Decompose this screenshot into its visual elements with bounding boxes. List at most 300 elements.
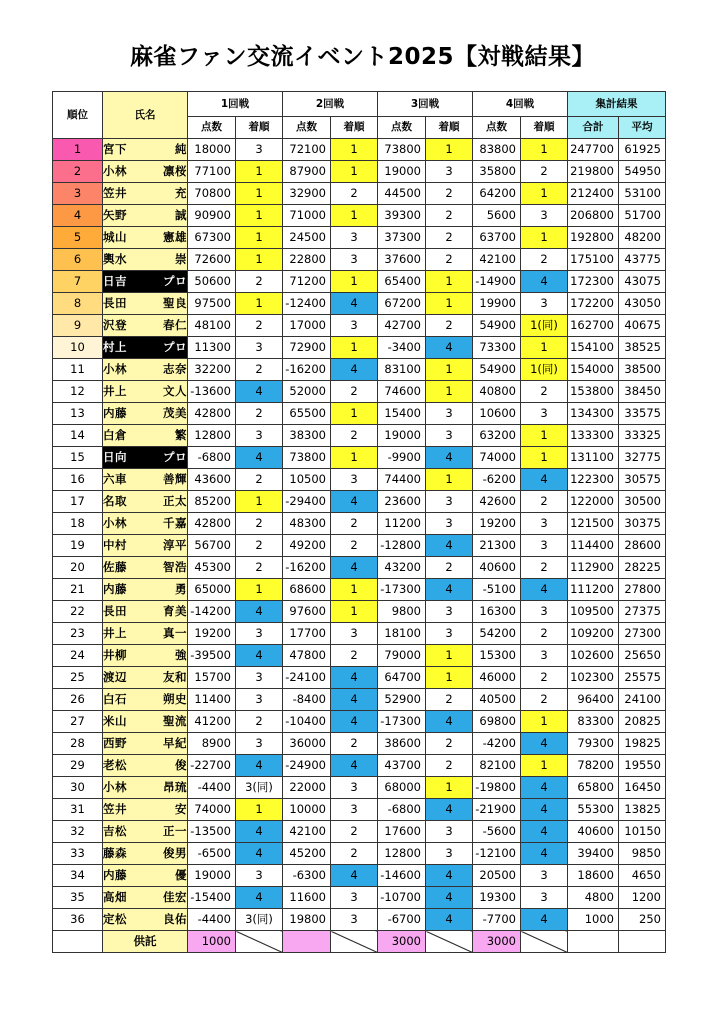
round-place: 1 bbox=[521, 227, 568, 249]
total-cell: 131100 bbox=[568, 447, 619, 469]
rank-cell: 11 bbox=[53, 359, 103, 381]
round-score: -6500 bbox=[188, 843, 236, 865]
round-score: -12800 bbox=[378, 535, 426, 557]
player-name bbox=[103, 623, 188, 645]
round-score: 42800 bbox=[188, 513, 236, 535]
round-score: 83100 bbox=[378, 359, 426, 381]
slash-cell bbox=[426, 931, 473, 953]
round-place: 3(同) bbox=[236, 777, 283, 799]
kyotaku-value: 3000 bbox=[473, 931, 521, 953]
round-score: -22700 bbox=[188, 755, 236, 777]
round-place: 1 bbox=[331, 161, 378, 183]
round-4-header: 4回戦 bbox=[473, 92, 568, 117]
round-place: 2 bbox=[426, 205, 473, 227]
player-name bbox=[103, 887, 188, 909]
round-place: 1 bbox=[426, 777, 473, 799]
table-row bbox=[53, 535, 666, 557]
rank-cell: 27 bbox=[53, 711, 103, 733]
round-place: 1 bbox=[426, 645, 473, 667]
player-name bbox=[103, 315, 188, 337]
round-score: 48100 bbox=[188, 315, 236, 337]
round-score: -4200 bbox=[473, 733, 521, 755]
avg-cell: 30500 bbox=[619, 491, 666, 513]
round-place: 2 bbox=[331, 513, 378, 535]
rank-cell: 19 bbox=[53, 535, 103, 557]
round-score: 68000 bbox=[378, 777, 426, 799]
round-place: 3 bbox=[426, 425, 473, 447]
given-name: 育美 bbox=[163, 604, 187, 618]
given-name: 茂美 bbox=[163, 406, 187, 420]
total-cell: 192800 bbox=[568, 227, 619, 249]
round-score: 40600 bbox=[473, 557, 521, 579]
round-score: 42700 bbox=[378, 315, 426, 337]
round-score: -24900 bbox=[283, 755, 331, 777]
round-score: -16200 bbox=[283, 557, 331, 579]
round-place: 4 bbox=[236, 843, 283, 865]
avg-cell: 19825 bbox=[619, 733, 666, 755]
round-place: 3 bbox=[236, 337, 283, 359]
player-name bbox=[103, 909, 188, 931]
round-score: 73300 bbox=[473, 337, 521, 359]
player-name bbox=[103, 689, 188, 711]
given-name: 充 bbox=[175, 186, 187, 200]
rank-cell: 12 bbox=[53, 381, 103, 403]
round-place: 3 bbox=[521, 645, 568, 667]
round-place: 3 bbox=[521, 535, 568, 557]
round-place: 2 bbox=[521, 557, 568, 579]
round-place: 2 bbox=[426, 249, 473, 271]
total-cell: 153800 bbox=[568, 381, 619, 403]
round-place: 2 bbox=[521, 689, 568, 711]
round-place: 1 bbox=[426, 381, 473, 403]
avg-cell: 40675 bbox=[619, 315, 666, 337]
avg-cell: 16450 bbox=[619, 777, 666, 799]
place-header: 着順 bbox=[331, 117, 378, 139]
surname: 西野 bbox=[103, 736, 127, 750]
surname: 井柳 bbox=[103, 648, 127, 662]
rank-header: 順位 bbox=[53, 92, 103, 139]
player-name bbox=[103, 601, 188, 623]
round-score: 65500 bbox=[283, 403, 331, 425]
round-place: 4 bbox=[521, 799, 568, 821]
avg-cell: 4650 bbox=[619, 865, 666, 887]
avg-cell: 13825 bbox=[619, 799, 666, 821]
round-place: 3 bbox=[236, 667, 283, 689]
surname: 小林 bbox=[103, 362, 127, 376]
rank-cell: 21 bbox=[53, 579, 103, 601]
given-name: 春仁 bbox=[163, 318, 187, 332]
round-score: 72900 bbox=[283, 337, 331, 359]
round-place: 1 bbox=[521, 337, 568, 359]
round-place: 1 bbox=[521, 447, 568, 469]
round-place: 1 bbox=[236, 183, 283, 205]
round-score: 15400 bbox=[378, 403, 426, 425]
surname: 井上 bbox=[103, 626, 127, 640]
round-place: 4 bbox=[236, 887, 283, 909]
round-score: 72600 bbox=[188, 249, 236, 271]
round-score: 69800 bbox=[473, 711, 521, 733]
round-score: 16300 bbox=[473, 601, 521, 623]
player-name bbox=[103, 337, 188, 359]
round-place: 1 bbox=[426, 469, 473, 491]
total-cell: 65800 bbox=[568, 777, 619, 799]
player-name bbox=[103, 535, 188, 557]
rank-cell: 20 bbox=[53, 557, 103, 579]
round-place: 2 bbox=[426, 227, 473, 249]
round-score: 74000 bbox=[188, 799, 236, 821]
given-name: 繁 bbox=[175, 428, 187, 442]
total-cell: 111200 bbox=[568, 579, 619, 601]
player-name bbox=[103, 645, 188, 667]
player-name bbox=[103, 447, 188, 469]
round-place: 1 bbox=[331, 337, 378, 359]
round-place: 2 bbox=[521, 623, 568, 645]
surname: 米山 bbox=[103, 714, 127, 728]
slash-cell bbox=[331, 931, 378, 953]
given-name: 聖良 bbox=[163, 296, 187, 310]
round-score: 35800 bbox=[473, 161, 521, 183]
round-score: 74400 bbox=[378, 469, 426, 491]
total-cell: 55300 bbox=[568, 799, 619, 821]
round-score: 38600 bbox=[378, 733, 426, 755]
avg-cell: 27800 bbox=[619, 579, 666, 601]
round-place: 3 bbox=[521, 865, 568, 887]
kyotaku-label: 供託 bbox=[103, 931, 188, 953]
surname: 城山 bbox=[103, 230, 127, 244]
round-3-header: 3回戦 bbox=[378, 92, 473, 117]
score-header: 点数 bbox=[473, 117, 521, 139]
table-row bbox=[53, 865, 666, 887]
player-name bbox=[103, 381, 188, 403]
round-score: 46000 bbox=[473, 667, 521, 689]
rank-cell: 33 bbox=[53, 843, 103, 865]
round-score: -6200 bbox=[473, 469, 521, 491]
table-row bbox=[53, 359, 666, 381]
round-place: 2 bbox=[521, 161, 568, 183]
round-place: 3 bbox=[236, 425, 283, 447]
round-score: 43700 bbox=[378, 755, 426, 777]
given-name: 凛桜 bbox=[163, 164, 187, 178]
round-place: 2 bbox=[521, 667, 568, 689]
table-row bbox=[53, 293, 666, 315]
table-row bbox=[53, 909, 666, 931]
total-cell: 206800 bbox=[568, 205, 619, 227]
round-place: 2 bbox=[426, 315, 473, 337]
score-header: 点数 bbox=[188, 117, 236, 139]
round-place: 3 bbox=[521, 293, 568, 315]
table-row bbox=[53, 139, 666, 161]
table-row bbox=[53, 777, 666, 799]
round-place: 1 bbox=[521, 183, 568, 205]
round-score: -12100 bbox=[473, 843, 521, 865]
rank-cell: 9 bbox=[53, 315, 103, 337]
round-score: 36000 bbox=[283, 733, 331, 755]
round-place: 4 bbox=[426, 711, 473, 733]
given-name: 朔史 bbox=[163, 692, 187, 706]
round-place: 4 bbox=[331, 667, 378, 689]
round-score: 20500 bbox=[473, 865, 521, 887]
total-cell: 79300 bbox=[568, 733, 619, 755]
given-name: 千嘉 bbox=[163, 516, 187, 530]
round-place: 3 bbox=[331, 777, 378, 799]
round-place: 1 bbox=[331, 601, 378, 623]
round-place: 4 bbox=[236, 447, 283, 469]
round-place: 4 bbox=[236, 381, 283, 403]
avg-cell: 1200 bbox=[619, 887, 666, 909]
blank-cell bbox=[619, 931, 666, 953]
round-score: 11200 bbox=[378, 513, 426, 535]
round-score: 42800 bbox=[188, 403, 236, 425]
round-place: 3 bbox=[331, 469, 378, 491]
round-score: -5600 bbox=[473, 821, 521, 843]
table-row bbox=[53, 315, 666, 337]
rank-cell: 28 bbox=[53, 733, 103, 755]
round-score: 54900 bbox=[473, 315, 521, 337]
surname: 藤森 bbox=[103, 846, 127, 860]
round-place: 3 bbox=[236, 865, 283, 887]
round-score: 73800 bbox=[283, 447, 331, 469]
round-place: 2 bbox=[426, 183, 473, 205]
surname: 小林 bbox=[103, 780, 127, 794]
round-place: 3 bbox=[521, 601, 568, 623]
surname: 笠井 bbox=[103, 186, 127, 200]
total-cell: 40600 bbox=[568, 821, 619, 843]
surname: 中村 bbox=[103, 538, 127, 552]
round-score: -10400 bbox=[283, 711, 331, 733]
surname: 長田 bbox=[103, 604, 127, 618]
round-score: 43600 bbox=[188, 469, 236, 491]
given-name: プロ bbox=[163, 340, 187, 354]
avg-cell: 20825 bbox=[619, 711, 666, 733]
round-score: 97600 bbox=[283, 601, 331, 623]
given-name: 憲雄 bbox=[163, 230, 187, 244]
player-name bbox=[103, 359, 188, 381]
round-place: 3 bbox=[331, 227, 378, 249]
round-score: 79000 bbox=[378, 645, 426, 667]
round-score: 85200 bbox=[188, 491, 236, 513]
round-score: 70800 bbox=[188, 183, 236, 205]
round-place: 4 bbox=[331, 293, 378, 315]
rank-cell: 1 bbox=[53, 139, 103, 161]
given-name: 誠 bbox=[175, 208, 187, 222]
round-score: 24500 bbox=[283, 227, 331, 249]
round-score: 38300 bbox=[283, 425, 331, 447]
round-score: 45200 bbox=[283, 843, 331, 865]
player-name bbox=[103, 205, 188, 227]
round-score: 63200 bbox=[473, 425, 521, 447]
round-score: 49200 bbox=[283, 535, 331, 557]
name-header: 氏名 bbox=[103, 92, 188, 139]
round-place: 3 bbox=[521, 403, 568, 425]
round-score: -6800 bbox=[378, 799, 426, 821]
given-name: 聖流 bbox=[163, 714, 187, 728]
player-name bbox=[103, 579, 188, 601]
player-name bbox=[103, 733, 188, 755]
rank-cell: 25 bbox=[53, 667, 103, 689]
round-score: -6300 bbox=[283, 865, 331, 887]
round-score: 11400 bbox=[188, 689, 236, 711]
player-name bbox=[103, 777, 188, 799]
summary-header: 集計結果 bbox=[568, 92, 666, 117]
round-place: 1 bbox=[331, 403, 378, 425]
round-place: 1 bbox=[521, 711, 568, 733]
round-place: 2 bbox=[236, 535, 283, 557]
table-row bbox=[53, 645, 666, 667]
round-place: 1 bbox=[331, 579, 378, 601]
round-score: 8900 bbox=[188, 733, 236, 755]
player-name bbox=[103, 557, 188, 579]
player-name bbox=[103, 821, 188, 843]
avg-cell: 38525 bbox=[619, 337, 666, 359]
round-score: 63700 bbox=[473, 227, 521, 249]
surname: 小林 bbox=[103, 164, 127, 178]
round-place: 1 bbox=[426, 293, 473, 315]
rank-cell: 34 bbox=[53, 865, 103, 887]
round-score: -13600 bbox=[188, 381, 236, 403]
round-place: 3 bbox=[331, 909, 378, 931]
avg-cell: 250 bbox=[619, 909, 666, 931]
round-score: 73800 bbox=[378, 139, 426, 161]
round-score: 37300 bbox=[378, 227, 426, 249]
round-score: 12800 bbox=[188, 425, 236, 447]
round-score: 19000 bbox=[378, 425, 426, 447]
table-row bbox=[53, 447, 666, 469]
round-place: 2 bbox=[331, 535, 378, 557]
round-score: -17300 bbox=[378, 711, 426, 733]
round-place: 2 bbox=[331, 645, 378, 667]
avg-cell: 27300 bbox=[619, 623, 666, 645]
round-score: -29400 bbox=[283, 491, 331, 513]
round-place: 2 bbox=[426, 689, 473, 711]
round-2-header: 2回戦 bbox=[283, 92, 378, 117]
round-score: 47800 bbox=[283, 645, 331, 667]
avg-cell: 33575 bbox=[619, 403, 666, 425]
player-name bbox=[103, 469, 188, 491]
surname: 長田 bbox=[103, 296, 127, 310]
round-score: -24100 bbox=[283, 667, 331, 689]
round-place: 4 bbox=[426, 799, 473, 821]
avg-cell: 43775 bbox=[619, 249, 666, 271]
round-place: 4 bbox=[236, 755, 283, 777]
round-score: 10500 bbox=[283, 469, 331, 491]
rank-cell: 17 bbox=[53, 491, 103, 513]
avg-header: 平均 bbox=[619, 117, 666, 139]
given-name: 強 bbox=[175, 648, 187, 662]
player-name bbox=[103, 293, 188, 315]
round-place: 1 bbox=[236, 579, 283, 601]
player-name bbox=[103, 667, 188, 689]
rank-cell: 24 bbox=[53, 645, 103, 667]
round-score: 68600 bbox=[283, 579, 331, 601]
avg-cell: 10150 bbox=[619, 821, 666, 843]
round-score: 71200 bbox=[283, 271, 331, 293]
round-score: 74600 bbox=[378, 381, 426, 403]
round-place: 4 bbox=[521, 579, 568, 601]
round-score: 74000 bbox=[473, 447, 521, 469]
given-name: 俊男 bbox=[163, 846, 187, 860]
rank-cell: 35 bbox=[53, 887, 103, 909]
round-place: 3 bbox=[426, 843, 473, 865]
round-score: 19000 bbox=[378, 161, 426, 183]
table-row bbox=[53, 843, 666, 865]
kyotaku-value: 1000 bbox=[188, 931, 236, 953]
rank-cell: 13 bbox=[53, 403, 103, 425]
round-score: 77100 bbox=[188, 161, 236, 183]
round-place: 3 bbox=[331, 887, 378, 909]
avg-cell: 30575 bbox=[619, 469, 666, 491]
round-score: 15700 bbox=[188, 667, 236, 689]
round-place: 3(同) bbox=[236, 909, 283, 931]
round-score: -12400 bbox=[283, 293, 331, 315]
total-cell: 133300 bbox=[568, 425, 619, 447]
avg-cell: 28600 bbox=[619, 535, 666, 557]
round-score: 45300 bbox=[188, 557, 236, 579]
avg-cell: 61925 bbox=[619, 139, 666, 161]
table-row bbox=[53, 601, 666, 623]
avg-cell: 38450 bbox=[619, 381, 666, 403]
round-place: 2 bbox=[331, 183, 378, 205]
round-score: -15400 bbox=[188, 887, 236, 909]
kyotaku-value bbox=[283, 931, 331, 953]
rank-cell: 29 bbox=[53, 755, 103, 777]
round-score: 41200 bbox=[188, 711, 236, 733]
player-name bbox=[103, 865, 188, 887]
given-name: 早紀 bbox=[163, 736, 187, 750]
rank-cell: 30 bbox=[53, 777, 103, 799]
round-place: 2 bbox=[426, 755, 473, 777]
round-score: 65400 bbox=[378, 271, 426, 293]
round-score: 50600 bbox=[188, 271, 236, 293]
round-place: 4 bbox=[426, 579, 473, 601]
round-score: 19300 bbox=[473, 887, 521, 909]
round-place: 4 bbox=[426, 887, 473, 909]
rank-cell: 26 bbox=[53, 689, 103, 711]
round-place: 4 bbox=[236, 821, 283, 843]
round-score: 17700 bbox=[283, 623, 331, 645]
rank-cell: 22 bbox=[53, 601, 103, 623]
round-place: 2 bbox=[521, 249, 568, 271]
round-place: 1 bbox=[236, 293, 283, 315]
player-name bbox=[103, 755, 188, 777]
round-place: 1 bbox=[426, 359, 473, 381]
avg-cell: 27375 bbox=[619, 601, 666, 623]
round-score: 52000 bbox=[283, 381, 331, 403]
player-name bbox=[103, 403, 188, 425]
total-cell: 109500 bbox=[568, 601, 619, 623]
avg-cell: 19550 bbox=[619, 755, 666, 777]
round-place: 4 bbox=[426, 865, 473, 887]
total-cell: 18600 bbox=[568, 865, 619, 887]
round-score: -14200 bbox=[188, 601, 236, 623]
score-header: 点数 bbox=[283, 117, 331, 139]
rank-cell: 4 bbox=[53, 205, 103, 227]
round-place: 4 bbox=[331, 359, 378, 381]
round-place: 2 bbox=[426, 733, 473, 755]
total-cell: 4800 bbox=[568, 887, 619, 909]
round-score: 44500 bbox=[378, 183, 426, 205]
player-name bbox=[103, 513, 188, 535]
table-row bbox=[53, 183, 666, 205]
round-place: 4 bbox=[331, 711, 378, 733]
round-place: 2 bbox=[236, 403, 283, 425]
surname: 沢登 bbox=[103, 318, 127, 332]
table-row bbox=[53, 821, 666, 843]
total-cell: 112900 bbox=[568, 557, 619, 579]
table-row bbox=[53, 799, 666, 821]
round-score: 54900 bbox=[473, 359, 521, 381]
total-cell: 114400 bbox=[568, 535, 619, 557]
round-place: 2 bbox=[236, 557, 283, 579]
